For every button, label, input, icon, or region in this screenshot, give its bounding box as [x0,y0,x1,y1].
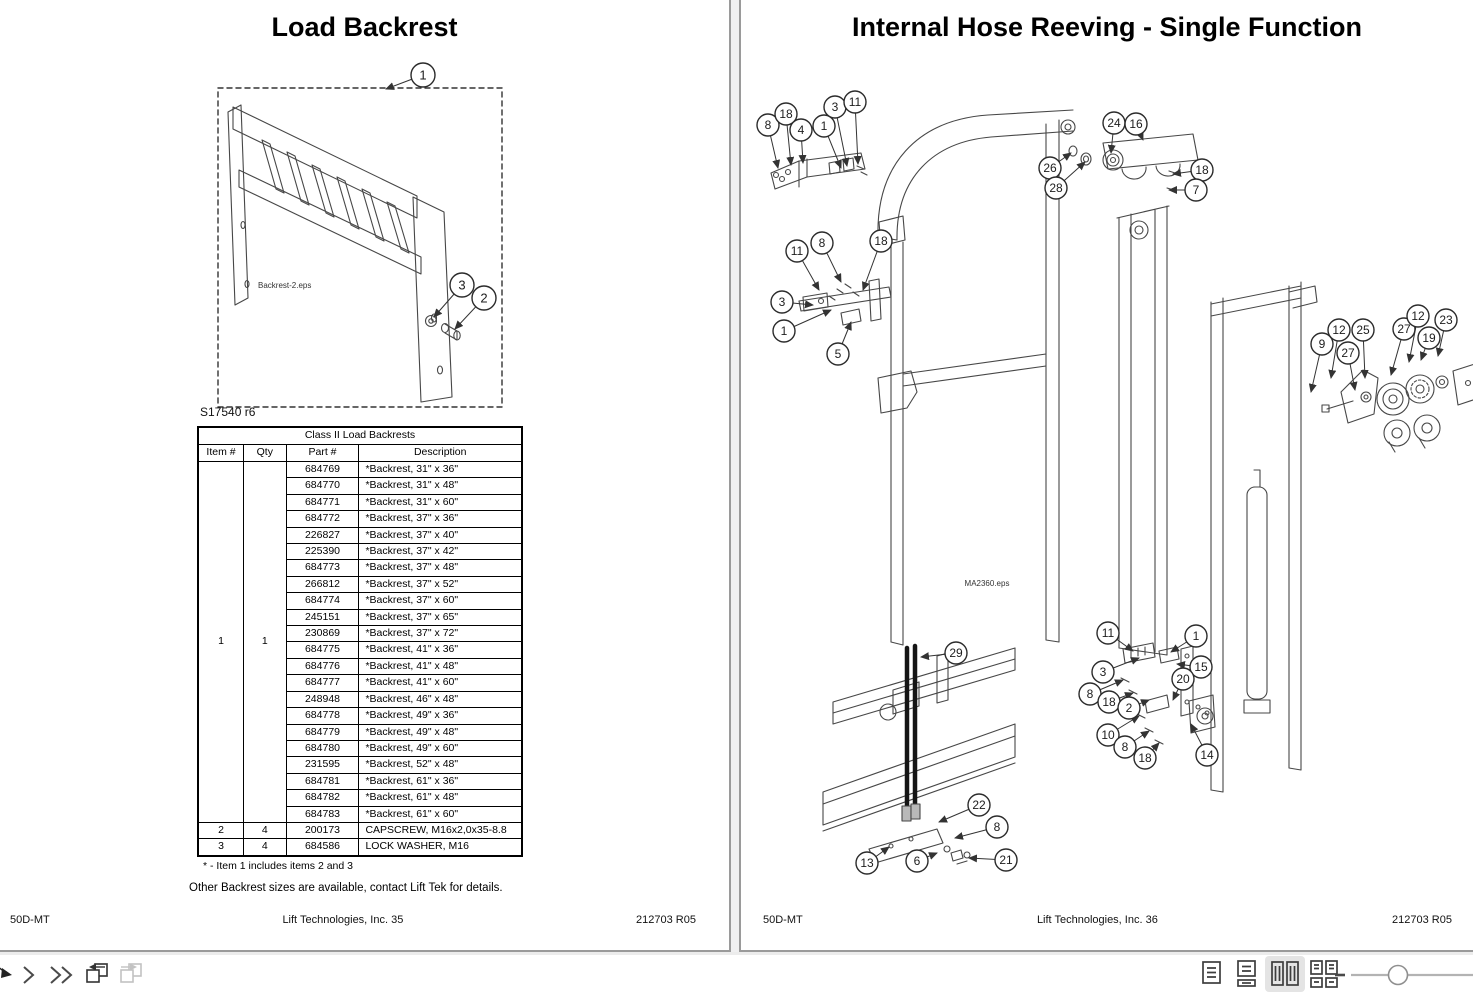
col-header-desc: Description [359,445,522,462]
svg-text:14: 14 [1200,748,1214,763]
col-header-item: Item # [198,445,244,462]
svg-text:13: 13 [860,856,874,871]
svg-text:2: 2 [1125,701,1133,716]
svg-text:26: 26 [1043,161,1057,176]
previous-view-icon[interactable] [87,964,107,983]
footer-model: 50D-MT [10,914,50,926]
svg-text:15: 15 [1194,660,1208,675]
svg-text:11: 11 [848,95,862,110]
svg-text:8: 8 [764,118,772,133]
svg-text:18: 18 [1138,751,1152,766]
svg-text:1: 1 [820,119,828,134]
callout-19 [1418,327,1440,349]
callout-29 [945,642,967,664]
svg-text:18: 18 [1102,695,1116,710]
parts-row: 2 4 200173 CAPSCREW, M16x2,0x35-8.8 [198,822,522,838]
callout-25 [1352,319,1374,341]
callout-14 [1196,744,1218,766]
next-view-icon[interactable] [121,964,141,983]
svg-text:18: 18 [874,234,888,249]
svg-text:16: 16 [1129,117,1143,132]
svg-text:25: 25 [1356,323,1370,338]
parts-row: 230869 *Backrest, 37" x 72" [198,626,522,642]
parts-row: 1 1 684769 *Backrest, 31" x 36" [198,462,522,478]
svg-text:8: 8 [1121,740,1129,755]
callout-3 [1092,661,1114,683]
footer-doc-number: 212703 R05 [1392,914,1452,926]
footer-company: Lift Technologies, Inc. 36 [1036,914,1158,926]
callout-23 [1435,309,1457,331]
callout-26 [1039,157,1061,179]
toolbar-nav-icons [0,955,150,997]
bottom-toolbar [0,952,1473,997]
svg-text:19: 19 [1422,331,1436,346]
col-header-part: Part # [286,445,359,462]
zoom-slider[interactable] [1351,966,1473,985]
svg-text:10: 10 [1101,728,1115,743]
callout-1 [1185,625,1207,647]
callout-1 [411,63,435,87]
page-gap [731,0,739,952]
callout-3 [824,96,846,118]
two-page-view-icon[interactable] [1265,956,1305,992]
callout-22 [968,794,990,816]
callout-20 [1172,668,1194,690]
callout-3 [450,273,474,297]
two-page-continuous-view-icon[interactable] [1311,961,1337,987]
callout-8 [1114,736,1136,758]
parts-table [197,426,523,857]
footer-doc-number: 212703 R05 [636,914,696,926]
callout-11 [844,91,866,113]
svg-text:8: 8 [993,820,1001,835]
svg-text:29: 29 [949,646,963,661]
callout-2 [1118,697,1140,719]
svg-text:6: 6 [913,854,921,869]
svg-text:1: 1 [419,67,427,83]
callout-1 [813,115,835,137]
parts-row: 684774 *Backrest, 37" x 60" [198,593,522,609]
callout-21 [995,849,1017,871]
footer-company: Lift Technologies, Inc. 35 [282,914,404,926]
callouts-left [386,63,496,329]
page-35 [0,0,731,952]
svg-text:2: 2 [480,290,488,306]
single-page-view-icon[interactable] [1203,962,1220,983]
svg-text:28: 28 [1049,181,1063,196]
parts-row: 266812 *Backrest, 37" x 52" [198,576,522,592]
parts-row: 684781 *Backrest, 61" x 36" [198,773,522,789]
svg-text:3: 3 [1099,665,1107,680]
parts-row: 248948 *Backrest, 46" x 48" [198,691,522,707]
parts-row: 684772 *Backrest, 37" x 36" [198,511,522,527]
eps-label-left: Backrest-2.eps [258,281,312,290]
col-header-qty: Qty [244,445,287,462]
svg-text:23: 23 [1439,313,1453,328]
callout-3 [771,291,793,313]
callout-8 [811,232,833,254]
callout-18 [1098,691,1120,713]
parts-row: 684779 *Backrest, 49" x 48" [198,724,522,740]
callout-11 [1097,622,1119,644]
table-title: Class II Load Backrests [198,427,522,445]
callout-4 [790,119,812,141]
callout-13 [856,852,878,874]
drawing-ref: S17540 r6 [200,405,256,419]
eps-label-right: MA2360.eps [964,579,1010,588]
backrest-drawing [200,88,502,419]
callout-12 [1328,319,1350,341]
svg-text:5: 5 [834,347,842,362]
svg-text:27: 27 [1341,346,1355,361]
callout-16 [1125,113,1147,135]
page-36 [739,0,1473,952]
svg-text:18: 18 [1195,163,1209,178]
callout-7 [1185,179,1207,201]
parts-row: 684780 *Backrest, 49" x 60" [198,740,522,756]
parts-row: 684776 *Backrest, 41" x 48" [198,658,522,674]
parts-row: 684770 *Backrest, 31" x 48" [198,478,522,494]
availability-note: Other Backrest sizes are available, contact Lift Tek for details. [189,882,503,894]
page-title-left: Load Backrest [271,12,458,42]
parts-row: 684783 *Backrest, 61" x 60" [198,806,522,822]
callout-6 [906,850,928,872]
parts-row: 3 4 684586 LOCK WASHER, M16 [198,839,522,856]
callout-18 [1134,747,1156,769]
parts-row: 684782 *Backrest, 61" x 48" [198,790,522,806]
parts-row: 684771 *Backrest, 31" x 60" [198,494,522,510]
svg-text:12: 12 [1332,323,1346,338]
svg-text:20: 20 [1176,672,1190,687]
footer-model: 50D-MT [763,914,803,926]
svg-text:8: 8 [1086,687,1094,702]
last-page-icon[interactable] [51,967,71,983]
callout-18 [870,230,892,252]
svg-text:21: 21 [999,853,1013,868]
callout-18 [1191,159,1213,181]
svg-text:8: 8 [818,236,826,251]
callout-12 [1407,305,1429,327]
page-title-right: Internal Hose Reeving - Single Function [851,12,1363,42]
page-arrow-partial-icon[interactable] [0,966,12,978]
parts-row: 684773 *Backrest, 37" x 48" [198,560,522,576]
callout-28 [1045,177,1067,199]
svg-text:3: 3 [831,100,839,115]
callout-2 [472,286,496,310]
parts-row: 245151 *Backrest, 37" x 65" [198,609,522,625]
svg-text:3: 3 [458,277,466,293]
hose-reeving-diagram [741,0,1473,950]
page-footer-right [741,914,1473,926]
svg-text:9: 9 [1318,337,1326,352]
next-page-icon[interactable] [24,967,33,983]
svg-text:27: 27 [1397,322,1411,337]
svg-text:1: 1 [780,324,788,339]
svg-text:7: 7 [1192,183,1200,198]
toolbar-view-controls [1195,955,1473,997]
svg-text:24: 24 [1107,116,1121,131]
zoom-out-icon[interactable] [1335,974,1345,977]
svg-text:11: 11 [790,244,804,259]
continuous-view-icon[interactable] [1238,961,1255,986]
callout-24 [1103,112,1125,134]
parts-row: 684775 *Backrest, 41" x 36" [198,642,522,658]
callout-8 [986,816,1008,838]
svg-text:1: 1 [1192,629,1200,644]
parts-row: 231595 *Backrest, 52" x 48" [198,757,522,773]
callout-27 [1337,342,1359,364]
parts-table-body [198,462,522,856]
callout-1 [773,320,795,342]
parts-row: 684778 *Backrest, 49" x 36" [198,708,522,724]
callout-11 [786,240,808,262]
parts-row: 225390 *Backrest, 37" x 42" [198,544,522,560]
page-footer-left [0,914,729,926]
svg-text:11: 11 [1101,626,1115,641]
svg-text:3: 3 [778,295,786,310]
parts-row: 684777 *Backrest, 41" x 60" [198,675,522,691]
parts-row: 226827 *Backrest, 37" x 40" [198,527,522,543]
svg-text:22: 22 [972,798,986,813]
zoom-slider-knob[interactable] [1389,966,1408,985]
callout-5 [827,343,849,365]
svg-text:12: 12 [1411,309,1425,324]
svg-text:18: 18 [779,107,793,122]
svg-text:4: 4 [797,123,805,138]
table-footnote: * - Item 1 includes items 2 and 3 [203,860,353,872]
callouts-right [757,91,1457,874]
